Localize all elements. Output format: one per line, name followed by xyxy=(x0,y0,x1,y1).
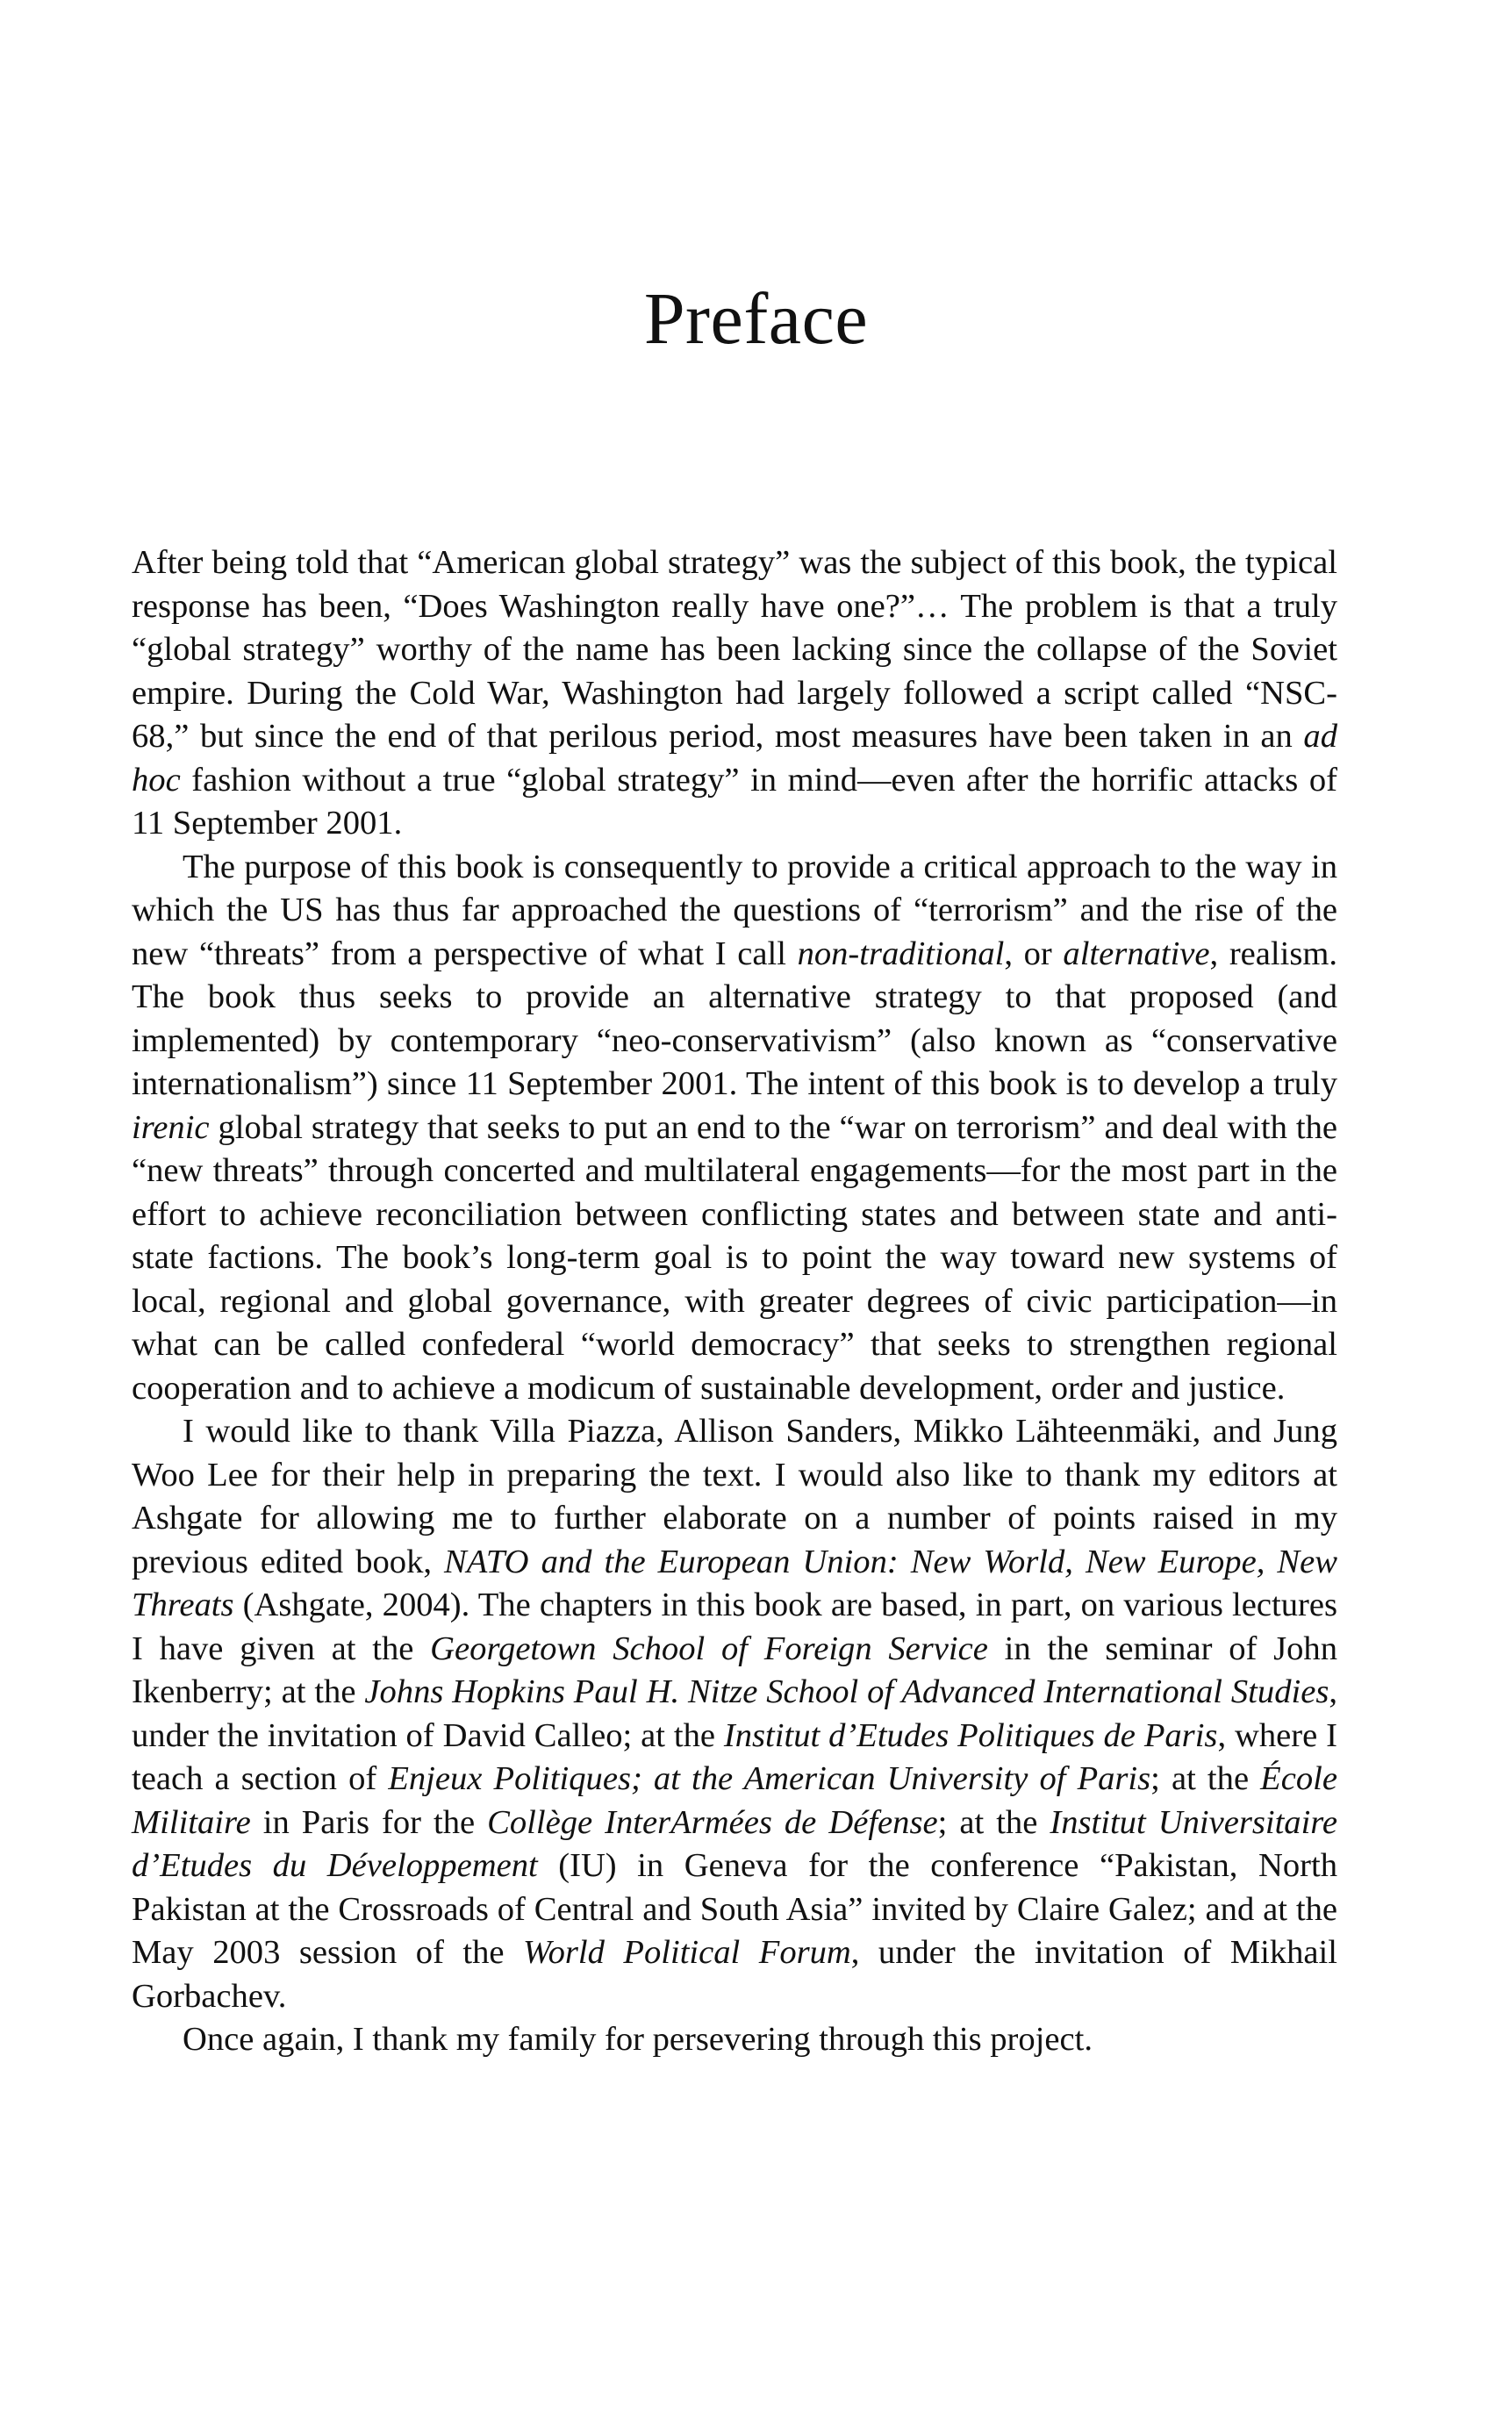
paragraph-1 xyxy=(132,541,1337,846)
italic-text: non-traditional xyxy=(797,935,1005,972)
preface-body xyxy=(132,541,1337,2062)
text-run: , realism. The book thus seeks to provide an alternative strategy to that proposed (and implemented) by contemporary “neo-conservativism” (also known as “conservative internationalism”) since 11 September 2001. The intent of this book is to develop a truly xyxy=(132,935,1338,1102)
paragraph-3 xyxy=(132,1410,1337,2018)
italic-text: Enjeux Politiques; at the American University of Paris xyxy=(388,1760,1151,1797)
text-run: global strategy that seeks to put an end to the “war on terrorism” and deal with the “new threats” through concerted and multilateral engagements—for the most part in the effort to achieve reconciliation between conflicting states and between state and anti-state factions. The book’s long-term goal is to point the way toward new systems of local, regional and global governance, with greater degrees of civic participation—in what can be called confederal “world democracy” that seeks to strengthen regional cooperation and to achieve a modicum of sustainable development, order and justice. xyxy=(132,1108,1337,1407)
italic-text: Collège InterArmées de Défense xyxy=(487,1803,938,1841)
italic-text: World Political Forum xyxy=(523,1934,851,1971)
italic-text: Institut d’Etudes Politiques de Paris xyxy=(723,1716,1218,1754)
italic-text: alternative xyxy=(1063,935,1210,972)
text-run: After being told that “American global strategy” was the subject of this book, the typical response has been, “Does Washington really have one?”… The problem is that a truly “global strategy” worthy of the name has been lacking since the collapse of the Soviet empire. During the Cold War, Washington had largely followed a script called “NSC-68,” but since the end of that perilous period, most measures have been taken in an xyxy=(132,544,1337,755)
paragraph-4 xyxy=(132,2018,1337,2062)
text-run: Once again, I thank my family for persevering through this project. xyxy=(183,2021,1093,2058)
text-run: , where I teach a section of xyxy=(132,1716,1337,1797)
page-title: Preface xyxy=(643,278,869,360)
text-run: (Ashgate, 2004). The chapters in this book are based, in part, on various lectures I have given at the xyxy=(132,1587,1337,1667)
paragraph-2 xyxy=(132,846,1337,1411)
text-run: ; at the xyxy=(1150,1760,1261,1797)
text-run: (IU) in Geneva for the conference “Pakistan, North Pakistan at the Crossroads of Central and South Asia” invited by Claire Galez; and at the May 2003 session of the xyxy=(132,1847,1337,1971)
text-run: , under the invitation of Mikhail Gorbachev. xyxy=(132,1934,1337,2015)
text-run: , or xyxy=(1004,935,1064,972)
text-run: , under the invitation of David Calleo; at the xyxy=(132,1673,1337,1754)
text-run: in Paris for the xyxy=(250,1803,488,1841)
italic-text: ad hoc xyxy=(132,718,1337,799)
text-run: The purpose of this book is consequently to provide a critical approach to the way in which the US has thus far approached the questions of “terrorism” and the rise of the new “threats” from a perspective of what I call xyxy=(132,848,1337,972)
text-run: I would like to thank Villa Piazza, Allison Sanders, Mikko Lähteenmäki, and Jung Woo Lee for their help in preparing the text. I would also like to thank my editors at Ashgate for allowing me to further elaborate on a number of points raised in my previous edited book, xyxy=(132,1413,1337,1580)
italic-text: École Militaire xyxy=(132,1760,1337,1841)
italic-text: Georgetown School of Foreign Service xyxy=(430,1630,988,1667)
italic-text: NATO and the European Union: New World, New Europe, New Threats xyxy=(132,1543,1337,1623)
italic-text: irenic xyxy=(132,1108,210,1146)
text-run: in the seminar of John Ikenberry; at the xyxy=(132,1630,1337,1710)
text-run: ; at the xyxy=(937,1803,1050,1841)
italic-text: Johns Hopkins Paul H. Nitze School of Advanced International Studies xyxy=(364,1673,1329,1710)
italic-text: Institut Universitaire d’Etudes du Développement xyxy=(132,1803,1338,1884)
text-run: fashion without a true “global strategy” in mind—even after the horrific attacks of 11 September 2001. xyxy=(132,761,1337,842)
